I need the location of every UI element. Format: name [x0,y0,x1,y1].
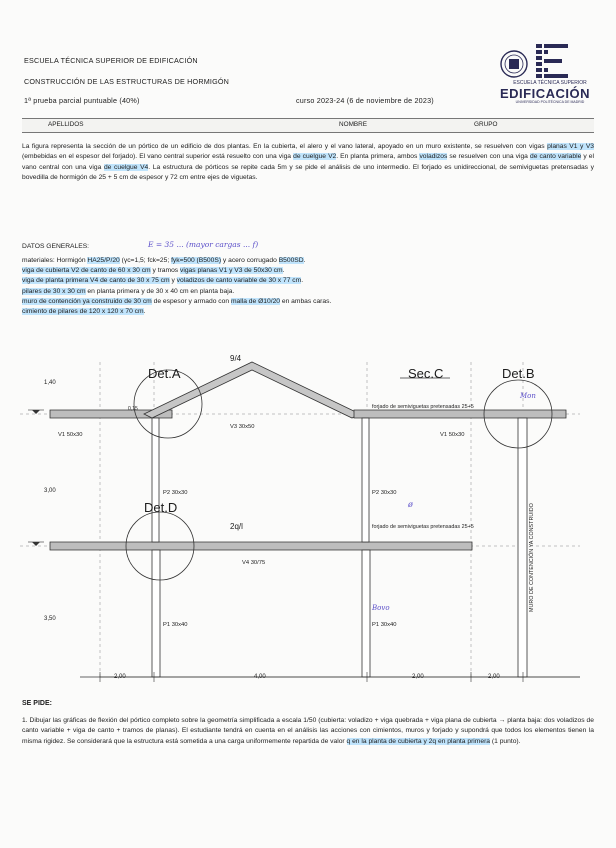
floor-load-label: 2q/l [230,522,243,531]
intro-run: voladizos [419,153,448,161]
det-d-label: Det.D [144,500,178,515]
forjado-bottom-label: forjado de semiviguetas pretensadas 25+5 [372,524,474,530]
intro-run: de cuelgue V2 [293,153,337,161]
span-3-label: 2,00 [412,674,424,680]
v1-left-label: V1 50x30 [58,432,83,438]
course-name: CONSTRUCCIÓN DE LAS ESTRUCTURAS DE HORMIGÓN [24,77,230,86]
datos-run: muro de contención ya construido de 30 cm [22,297,152,305]
datos-run: voladizos de canto variable de 30 x 77 cm [176,277,302,285]
datos-run: pilares de 30 x 30 cm [22,287,86,295]
name-fields-row [22,118,594,133]
p1-right-label: P1 30x40 [372,622,397,628]
handwritten-note-1: Mon [520,392,536,400]
first-floor-slab [50,542,472,550]
test-name: 1ª prueba parcial puntuable (40%) [24,96,140,105]
intro-run: (embebidas en el espesor del forjado). El vano central superior está resuelto con una viga [22,153,294,161]
datos-list [22,256,594,317]
intro-run: se resuelven con una viga [447,153,530,161]
intro-run: de cuelgue V4 [103,163,149,171]
datos-run: viga de cubierta V2 de canto de 60 x 30 cm [22,267,151,275]
datos-run: cimiento de pilares de 120 x 120 x 70 cm [22,308,144,316]
span-4-label: 2,00 [488,674,500,680]
datos-line [22,276,594,286]
datos-run: y [169,277,177,285]
v4-label: V4 30/75 [242,560,266,566]
datos-line [22,307,594,317]
datos-run: . [303,257,306,264]
grupo-label: GRUPO [474,121,498,128]
datos-run: . [301,277,304,285]
sepide-run: 1. Dibujar las gráficas de flexión del pórtico completo sobre la geometría simplificada a escala 1/50 (cubierta: voladizo + viga quebrada + viga plana de cubierta → planta baja: dos voladizos de canto variable + viga de canto + tramos de planas). El estudiante tendrá en cuenta en el análisis las acciones con cimientos, muros y forjado y supondrá que todos los elementos tienen la misma rigidez. Se considerará que la estructura está sometida a una carga uniformemente repartida de valor [22,717,594,745]
datos-run: fyk=500 (B500S) [171,257,222,264]
school-logo [494,40,606,106]
datos-line [22,287,594,297]
logo-small-text: ESCUELA TÉCNICA SUPERIOR [513,80,587,86]
datos-line [22,297,594,307]
intro-run: . En planta primera, ambos [336,153,420,161]
datos-run: HA25/P/20 [87,257,120,264]
logo-big-text: EDIFICACIÓN [500,86,590,101]
det-b-label: Det.B [502,366,535,381]
cantilever-depth-label: 0,15 [128,406,138,412]
handwritten-note-2: ø [408,500,413,509]
span-2-label: 4,00 [254,674,266,680]
p2-left-label: P2 30x30 [163,490,188,496]
forjado-top-label: forjado de semiviguetas pretensadas 25+5 [372,404,474,410]
intro-run: . La estructura de pórticos se repite cada 5m y se pide el análisis de uno intermedio. El forjado es unidireccional, de semiviguetas pretensadas y bovedilla de hormigón de 25 + 5 cm de espesor y 72 cm entre ejes de viguetas. [22,163,594,182]
question-1 [22,716,594,747]
datos-run: y acero corrugado [221,257,279,264]
span-1-label: 2,00 [114,674,126,680]
v3-label: V3 30x50 [230,424,255,430]
ground-height-label: 3,50 [44,616,56,622]
roof-slab-right [354,410,566,418]
datos-title: DATOS GENERALES: [22,243,90,250]
se-pide-title: SE PIDE: [22,700,52,707]
problem-statement [22,142,594,184]
datos-run: . [282,267,285,275]
logo-sub-text: UNIVERSIDAD POLITÉCNICA DE MADRID [515,100,585,104]
intro-run: y el vano central con una viga [22,153,594,171]
nombre-label: NOMBRE [339,121,368,128]
datos-run: materiales: Hormigón [22,257,88,264]
datos-run: de espesor y armado con [151,297,231,305]
intro-run: La figura representa la sección de un pórtico de un edificio de dos plantas. En la cubierta, el alero y el vano lateral, apoyado en un muro existente, se resuelven con vigas [22,143,548,150]
datos-run: y tramos [150,267,180,275]
column-p1-right [362,550,370,677]
roof-height-label: 1,40 [44,380,56,386]
first-height-label: 3,00 [44,488,56,494]
sepide-run: (1 punto). [490,737,521,745]
datos-line [22,266,594,276]
frame-drawing [20,352,596,687]
column-p1-left [152,550,160,677]
v1-right-label: V1 50x30 [440,432,465,438]
roof-load-label: 9/4 [230,354,242,363]
frame-svg [20,352,596,687]
datos-run: malla de Ø10/20 [230,297,281,305]
det-a-label: Det.A [148,366,181,381]
p1-left-label: P1 30x40 [163,622,188,628]
sepide-run: q en la planta de cubierta y 2q en planta primera [346,737,491,745]
retaining-wall [518,418,527,677]
datos-line [22,256,594,266]
datos-run: en planta primera y de 30 x 40 cm en planta baja. [85,287,235,295]
datos-handwritten-note: E = 35 ... (mayor cargas ... f) [148,240,259,249]
school-name: ESCUELA TÉCNICA SUPERIOR DE EDIFICACIÓN [24,56,198,65]
datos-run: vigas planas V1 y V3 de 50x30 cm [180,267,283,275]
datos-run: viga de planta primera V4 de canto de 30 x 75 cm [22,277,170,285]
intro-run: planas V1 y V3 [547,143,594,150]
exam-date: curso 2023-24 (6 de noviembre de 2023) [296,96,434,105]
intro-run: de canto variable [529,153,582,161]
sec-c-label: Sec.C [408,366,444,381]
p2-right-label: P2 30x30 [372,490,397,496]
apellidos-label: APELLIDOS [48,121,84,128]
datos-run: (γc=1,5; fck=25; [119,257,172,264]
handwritten-note-3: Bovo [372,604,390,612]
datos-run: en ambas caras. [280,297,332,305]
muro-label: MURO DE CONTENCIÓN YA CONSTRUIDO [529,503,535,612]
datos-run: . [143,308,146,316]
column-p2-right [362,418,369,542]
datos-run: B500SD [278,257,304,264]
